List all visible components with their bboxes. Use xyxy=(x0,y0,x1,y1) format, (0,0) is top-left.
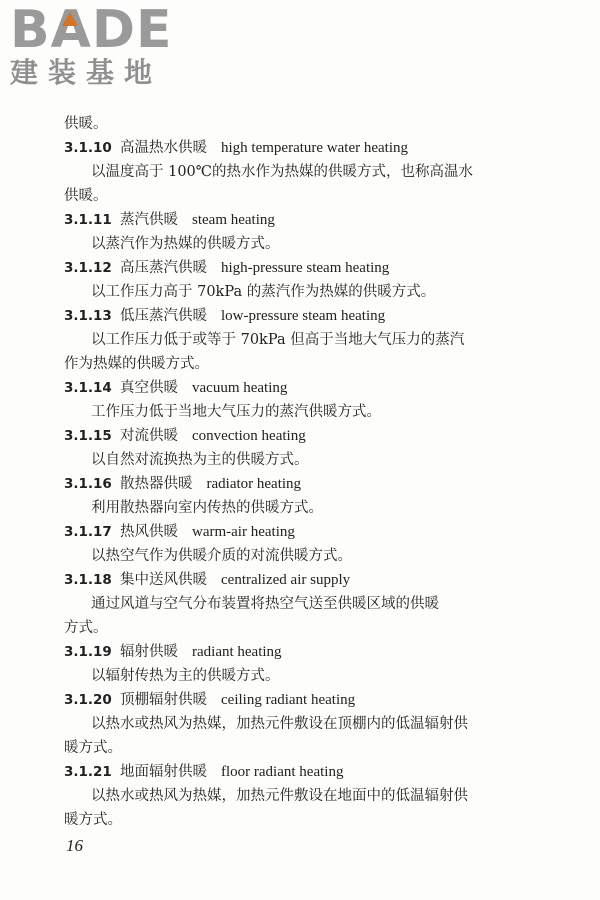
term-chinese: 地面辐射供暖 xyxy=(120,764,207,780)
definition-line: 通过风道与空气分布装置将热空气送至供暖区域的供暖 xyxy=(91,596,439,612)
term-chinese: 集中送风供暖 xyxy=(120,572,207,588)
term-english: radiator heating xyxy=(206,476,302,492)
term-entry xyxy=(64,256,524,280)
definition-line: 供暖。 xyxy=(64,116,108,132)
term-entry xyxy=(64,568,524,592)
term-english: high-pressure steam heating xyxy=(221,260,390,276)
term-english: convection heating xyxy=(192,428,306,444)
definition-line: 以温度高于 100℃的热水作为热媒的供暖方式，也称高温水 xyxy=(91,164,474,180)
term-number: 3.1.19 xyxy=(64,644,112,660)
term-english: steam heating xyxy=(192,212,275,228)
term-entry xyxy=(64,640,524,664)
term-number: 3.1.13 xyxy=(64,308,112,324)
term-number: 3.1.20 xyxy=(64,692,112,708)
term-english: low-pressure steam heating xyxy=(221,308,386,324)
term-chinese: 低压蒸汽供暖 xyxy=(120,308,207,324)
logo-letter-a: A xyxy=(50,0,92,60)
term-number: 3.1.11 xyxy=(64,212,112,228)
logo-letters-de: DE xyxy=(91,0,173,60)
term-english: high temperature water heating xyxy=(221,140,409,156)
definition-line: 方式。 xyxy=(64,620,108,636)
term-entry xyxy=(64,376,524,400)
definition-line: 以蒸汽作为热媒的供暖方式。 xyxy=(91,236,280,252)
term-number: 3.1.14 xyxy=(64,380,112,396)
logo-subtitle: 建装基地 xyxy=(10,56,163,89)
definition-line: 暖方式。 xyxy=(64,812,122,828)
term-entry xyxy=(64,136,524,160)
term-chinese: 热风供暖 xyxy=(120,524,178,540)
definition-line: 以热水或热风为热媒，加热元件敷设在地面中的低温辐射供 xyxy=(91,788,468,804)
definition-line: 暖方式。 xyxy=(64,740,122,756)
definition-line: 以工作压力高于 70kPa 的蒸汽作为热媒的供暖方式。 xyxy=(91,284,436,300)
definition-line: 以辐射传热为主的供暖方式。 xyxy=(91,668,280,684)
term-number: 3.1.10 xyxy=(64,140,112,156)
term-english: ceiling radiant heating xyxy=(221,692,356,708)
term-chinese: 蒸汽供暖 xyxy=(120,212,178,228)
term-number: 3.1.21 xyxy=(64,764,112,780)
definition-line: 以工作压力低于或等于 70kPa 但高于当地大气压力的蒸汽 xyxy=(91,332,465,348)
term-number: 3.1.15 xyxy=(64,428,112,444)
term-entry xyxy=(64,688,524,712)
term-number: 3.1.18 xyxy=(64,572,112,588)
term-english: floor radiant heating xyxy=(221,764,344,780)
term-chinese: 高温热水供暖 xyxy=(120,140,207,156)
definition-line: 利用散热器向室内传热的供暖方式。 xyxy=(91,500,323,516)
page-number: 16 xyxy=(66,836,83,855)
term-entry xyxy=(64,520,524,544)
term-english: radiant heating xyxy=(192,644,282,660)
term-number: 3.1.17 xyxy=(64,524,112,540)
term-english: warm-air heating xyxy=(192,524,295,540)
term-number: 3.1.12 xyxy=(64,260,112,276)
term-number: 3.1.16 xyxy=(64,476,112,492)
term-chinese: 对流供暖 xyxy=(120,428,178,444)
term-entry xyxy=(64,760,524,784)
term-entry xyxy=(64,208,524,232)
term-entry xyxy=(64,472,524,496)
term-entry xyxy=(64,424,524,448)
definition-line: 以热水或热风为热媒，加热元件敷设在顶棚内的低温辐射供 xyxy=(91,716,468,732)
document-body xyxy=(64,112,524,832)
logo-wordmark xyxy=(10,0,173,60)
definition-line: 以热空气作为供暖介质的对流供暖方式。 xyxy=(91,548,352,564)
term-english: centralized air supply xyxy=(221,572,351,588)
definition-line: 供暖。 xyxy=(64,188,108,204)
term-chinese: 真空供暖 xyxy=(120,380,178,396)
term-chinese: 高压蒸汽供暖 xyxy=(120,260,207,276)
logo-letter-b: B xyxy=(10,0,51,60)
definition-line: 作为热媒的供暖方式。 xyxy=(64,356,209,372)
logo xyxy=(10,0,180,89)
term-chinese: 辐射供暖 xyxy=(120,644,178,660)
term-english: vacuum heating xyxy=(192,380,288,396)
definition-line: 工作压力低于当地大气压力的蒸汽供暖方式。 xyxy=(91,404,381,420)
term-chinese: 散热器供暖 xyxy=(120,476,193,492)
term-chinese: 顶棚辐射供暖 xyxy=(120,692,207,708)
term-entry xyxy=(64,304,524,328)
definition-line: 以自然对流换热为主的供暖方式。 xyxy=(91,452,309,468)
